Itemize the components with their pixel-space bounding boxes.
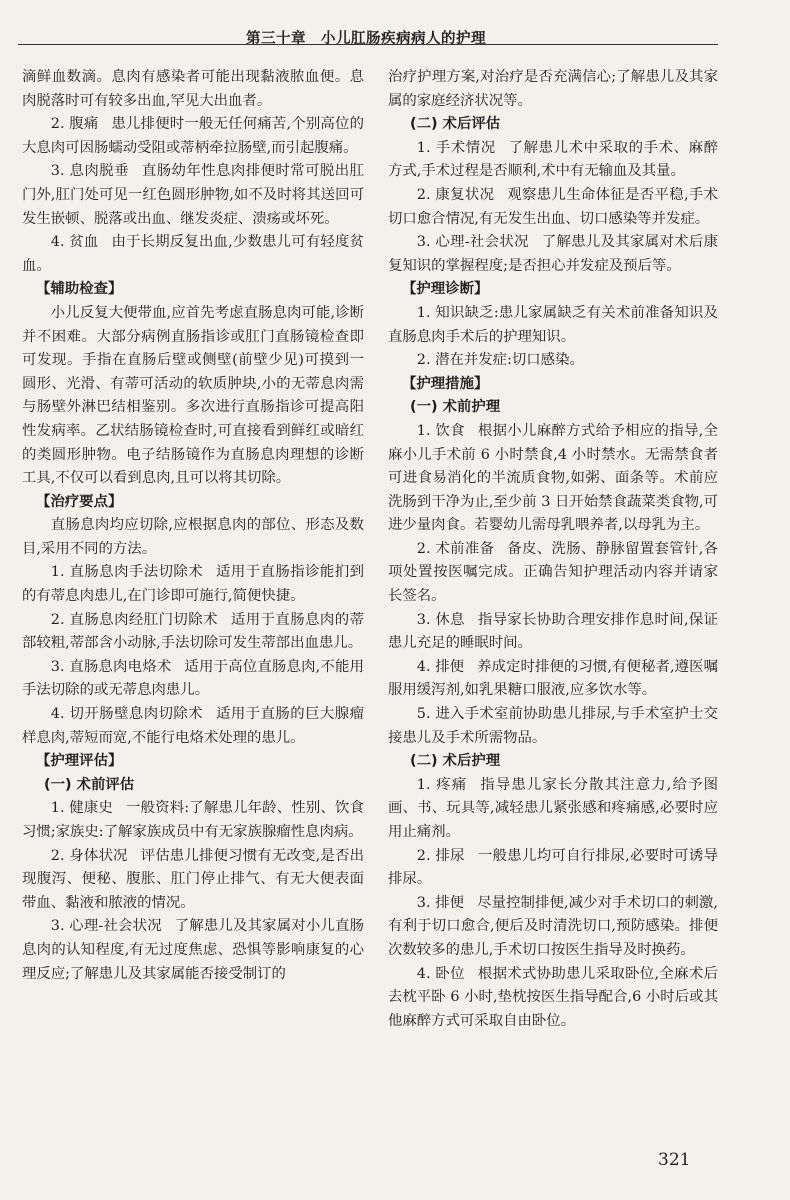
item-text: 直肠幼年性息肉排便时常可脱出肛门外,肛门处可见一红色圆形肿物,如不及时将其送回可发生嵌顿、脱落或出血、继发炎症、溃疡或坏死。 <box>22 163 364 227</box>
item-text: 一般资料:了解患儿年龄、性别、饮食习惯;家族史:了解家族成员中有无家族腺瘤性息肉病。 <box>22 800 364 840</box>
paragraph: 1. 知识缺乏:患儿家属缺乏有关术前准备知识及直肠息肉手术后的护理知识。 <box>388 304 718 345</box>
paragraph <box>388 184 718 231</box>
item-term: 4. 贫血 <box>50 234 99 251</box>
subsection-heading-postop-assessment: (二) 术后评估 <box>410 116 501 133</box>
item-text: 观察患儿生命体征是否平稳,手术切口愈合情况,有无发生出血、切口感染等并发症。 <box>388 186 719 227</box>
paragraph <box>388 774 718 845</box>
paragraph <box>22 231 364 278</box>
item-text: 指导家长协助合理安排作息时间,保证患儿充足的睡眠时间。 <box>388 611 718 652</box>
item-text: 了解患儿及其家属对术后康复知识的掌握程度;是否担心并发症及预后等。 <box>388 234 718 274</box>
item-text: 备皮、洗肠、静脉留置套管针,各项处置按医嘱完成。正确告知护理活动内容并请家长签名。 <box>388 540 719 605</box>
chapter-title: 第三十章 小儿肛肠疾病病人的护理 <box>246 31 486 47</box>
item-term: 1. 直肠息肉手法切除术 <box>50 564 204 581</box>
paragraph <box>388 137 718 184</box>
paragraph <box>22 113 364 160</box>
item-term: 3. 心理-社会状况 <box>50 918 162 935</box>
header-rule <box>18 44 718 45</box>
item-term: 1. 健康史 <box>50 800 114 817</box>
page-number: 321 <box>658 1150 691 1170</box>
item-text: 养成定时排便的习惯,有便秘者,遵医嘱服用缓泻剂,如乳果糖口服液,应多饮水等。 <box>388 658 718 699</box>
page-header <box>0 0 790 46</box>
item-text: 由于长期反复出血,少数患儿可有轻度贫血。 <box>22 234 365 274</box>
paragraph <box>388 231 718 278</box>
paragraph: 直肠息肉均应切除,应根据息肉的部位、形态及数目,采用不同的方法。 <box>22 517 364 557</box>
item-term: 1. 手术情况 <box>416 139 496 156</box>
paragraph <box>22 656 364 703</box>
item-term: 4. 排便 <box>416 658 465 675</box>
item-text: 适用于直肠指诊能扪到的有蒂息肉患儿,在门诊即可施行,简便快捷。 <box>22 564 364 605</box>
item-term: 3. 息肉脱垂 <box>50 163 129 180</box>
paragraph <box>388 845 718 892</box>
item-text: 患儿排便时一般无任何痛苦,个别高位的大息肉可因肠蠕动受阻或蒂柄牵拉肠壁,而引起腹痛。 <box>22 116 365 156</box>
paragraph <box>22 915 364 986</box>
paragraph <box>388 538 718 609</box>
item-text: 评估患儿排便习惯有无改变,是否出现腹泻、便秘、腹胀、肛门停止排气、有无大便表面带血、黏液和脓液的情况。 <box>22 847 364 911</box>
item-term: 2. 康复状况 <box>416 186 495 203</box>
item-term: 1. 饮食 <box>416 422 465 439</box>
paragraph <box>22 797 364 844</box>
item-term: 4. 切开肠壁息肉切除术 <box>50 706 204 723</box>
section-heading-aux-exam: 【辅助检查】 <box>36 281 123 298</box>
paragraph <box>22 703 364 750</box>
section-heading-measures: 【护理措施】 <box>402 375 489 392</box>
item-term: 3. 心理-社会状况 <box>416 234 529 251</box>
item-term: 3. 排便 <box>416 894 465 911</box>
item-text: 适用于直肠息肉的蒂部较粗,蒂部含小动脉,手法切除可发生蒂部出血患儿。 <box>22 611 364 652</box>
subsection-heading-preop-care: (一) 术前护理 <box>410 399 501 416</box>
item-term: 2. 术前准备 <box>416 540 495 557</box>
section-heading-diagnosis: 【护理诊断】 <box>402 281 489 298</box>
paragraph: 2. 潜在并发症:切口感染。 <box>416 352 584 369</box>
item-term: 1. 疼痛 <box>416 776 468 793</box>
paragraph <box>22 561 364 608</box>
paragraph <box>22 609 364 656</box>
item-term: 3. 直肠息肉电烙术 <box>50 658 172 675</box>
item-term: 3. 休息 <box>416 611 465 628</box>
item-term: 2. 排尿 <box>416 847 465 864</box>
paragraph <box>22 160 364 231</box>
right-column <box>388 66 718 1033</box>
item-text: 指导患儿家长分散其注意力,给予图画、书、玩具等,减轻患儿紧张感和疼痛感,必要时应用止痛剂。 <box>388 776 718 840</box>
item-term: 2. 直肠息肉经肛门切除术 <box>50 611 218 628</box>
item-term: 2. 腹痛 <box>50 116 99 133</box>
section-heading-treatment: 【治疗要点】 <box>36 493 123 510</box>
item-text: 适用于直肠的巨大腺瘤样息肉,蒂短而宽,不能行电烙术处理的患儿。 <box>22 706 364 746</box>
left-column <box>22 66 364 986</box>
paragraph: 治疗护理方案,对治疗是否充满信心;了解患儿及其家属的家庭经济状况等。 <box>388 69 718 109</box>
item-text: 一般患儿均可自行排尿,必要时可诱导排尿。 <box>388 847 718 888</box>
paragraph: 5. 进入手术室前协助患儿排尿,与手术室护士交接患儿及手术所需物品。 <box>388 706 718 746</box>
paragraph <box>388 656 718 703</box>
paragraph <box>388 892 718 963</box>
subsection-heading-postop-care: (二) 术后护理 <box>410 753 501 770</box>
item-text: 了解患儿及其家属对小儿直肠息肉的认知程度,有无过度焦虑、恐惧等影响康复的心理反应;了解患儿及其家属能否接受制订的 <box>22 918 364 982</box>
section-heading-assessment: 【护理评估】 <box>36 753 123 770</box>
paragraph: 滴鲜血数滴。息肉有感染者可能出现黏液脓血便。息肉脱落时可有较多出血,罕见大出血者。 <box>22 69 364 109</box>
paragraph <box>388 963 718 1034</box>
item-text: 根据小儿麻醉方式给予相应的指导,全麻小儿手术前 6 小时禁食,4 小时禁水。无需禁食者可进食易消化的半流质食物,如粥、面条等。术前应洗肠到干净为止,至少前 3 日开始禁食蔬菜类食物,可进少量肉食。若婴幼儿需母乳喂养者,以母乳为主。 <box>388 422 718 534</box>
paragraph <box>388 420 718 538</box>
subsection-heading-preop-assessment: (一) 术前评估 <box>44 776 135 793</box>
item-text: 根据术式协助患儿采取卧位,全麻术后去枕平卧 6 小时,垫枕按医生指导配合,6 小时后或其他麻醉方式可采取自由卧位。 <box>388 965 718 1029</box>
item-text: 了解患儿术中采取的手术、麻醉方式,手术过程是否顺利,术中有无输血及其量。 <box>388 139 718 180</box>
item-term: 4. 卧位 <box>416 965 465 982</box>
item-text: 适用于高位直肠息肉,不能用手法切除的或无蒂息肉患儿。 <box>22 658 365 699</box>
paragraph <box>22 845 364 916</box>
paragraph <box>388 609 718 656</box>
item-term: 2. 身体状况 <box>50 847 128 864</box>
item-text: 尽量控制排便,减少对手术切口的刺激,有利于切口愈合,便后及时清洗切口,预防感染。排便次数较多的患儿,手术切口按医生指导及时换药。 <box>388 894 718 958</box>
paragraph: 小儿反复大便带血,应首先考虑直肠息肉可能,诊断并不困难。大部分病例直肠指诊或肛门直肠镜检查即可发现。手指在直肠后壁或侧壁(前壁少见)可摸到一圆形、光滑、有蒂可活动的软质肿块,小的无蒂息肉需与肠壁外淋巴结相鉴别。多次进行直肠指诊可提高阳性发病率。乙状结肠镜检查时,可直接看到鲜红或暗红的类圆形肿物。电子结肠镜作为直肠息肉理想的诊断工具,不仅可以看到息肉,且可以将其切除。 <box>22 304 364 487</box>
